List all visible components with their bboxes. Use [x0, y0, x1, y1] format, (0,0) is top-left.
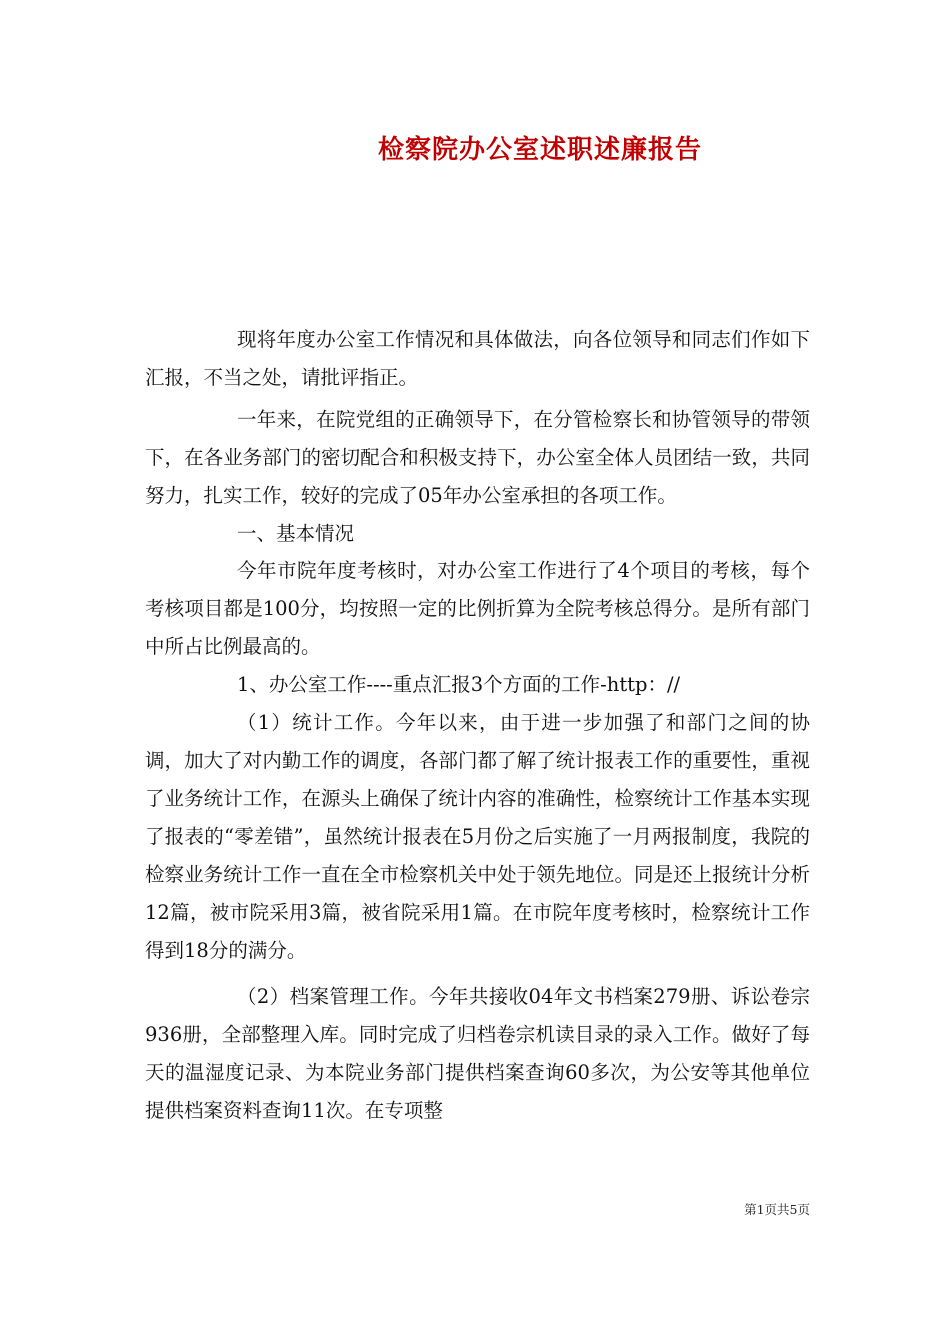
section-heading-basic: 一、基本情况 [237, 521, 355, 545]
paragraph-intro: 现将年度办公室工作情况和具体做法，向各位领导和同志们作如下汇报，不当之处，请批评指正。 [145, 328, 810, 389]
page-number: 第1页共5页 [744, 1202, 810, 1217]
paragraph-statistics: （1）统计工作。今年以来，由于进一步加强了和部门之间的协调，加大了对内勤工作的调度，各部门都了解了统计报表工作的重要性，重视了业务统计工作，在源头上确保了统计内容的准确性，检察统计工作基本实现了报表的“零差错”，虽然统计报表在5月份之后实施了一月两报制度，我院的检察业务统计工作一直在全市检察机关中处于领先地位。同是还上报统计分析12篇，被市院采用3篇，被省院采用1篇。在市院年度考核时，检察统计工作得到18分的满分。 [145, 711, 810, 962]
document-title: 检察院办公室述职述廉报告 [377, 135, 702, 165]
document-body [145, 321, 810, 1130]
paragraph-assessment: 今年市院年度考核时，对办公室工作进行了4个项目的考核，每个考核项目都是100分，均按照一定的比例折算为全院考核总得分。是所有部门中所占比例最高的。 [145, 559, 810, 659]
subheading-office-work: 1、办公室工作----重点汇报3个方面的工作-http：// [237, 673, 681, 697]
paragraph-archives: （2）档案管理工作。今年共接收04年文书档案279册、诉讼卷宗936册，全部整理入库。同时完成了归档卷宗机读目录的录入工作。做好了每天的温湿度记录、为本院业务部门提供档案查询60多次，为公安等其他单位提供档案资料查询11次。在专项整 [145, 985, 810, 1123]
paragraph-summary: 一年来，在院党组的正确领导下，在分管检察长和协管领导的带领下，在各业务部门的密切配合和积极支持下，办公室全体人员团结一致，共同努力，扎实工作，较好的完成了05年办公室承担的各项工作。 [145, 407, 810, 507]
